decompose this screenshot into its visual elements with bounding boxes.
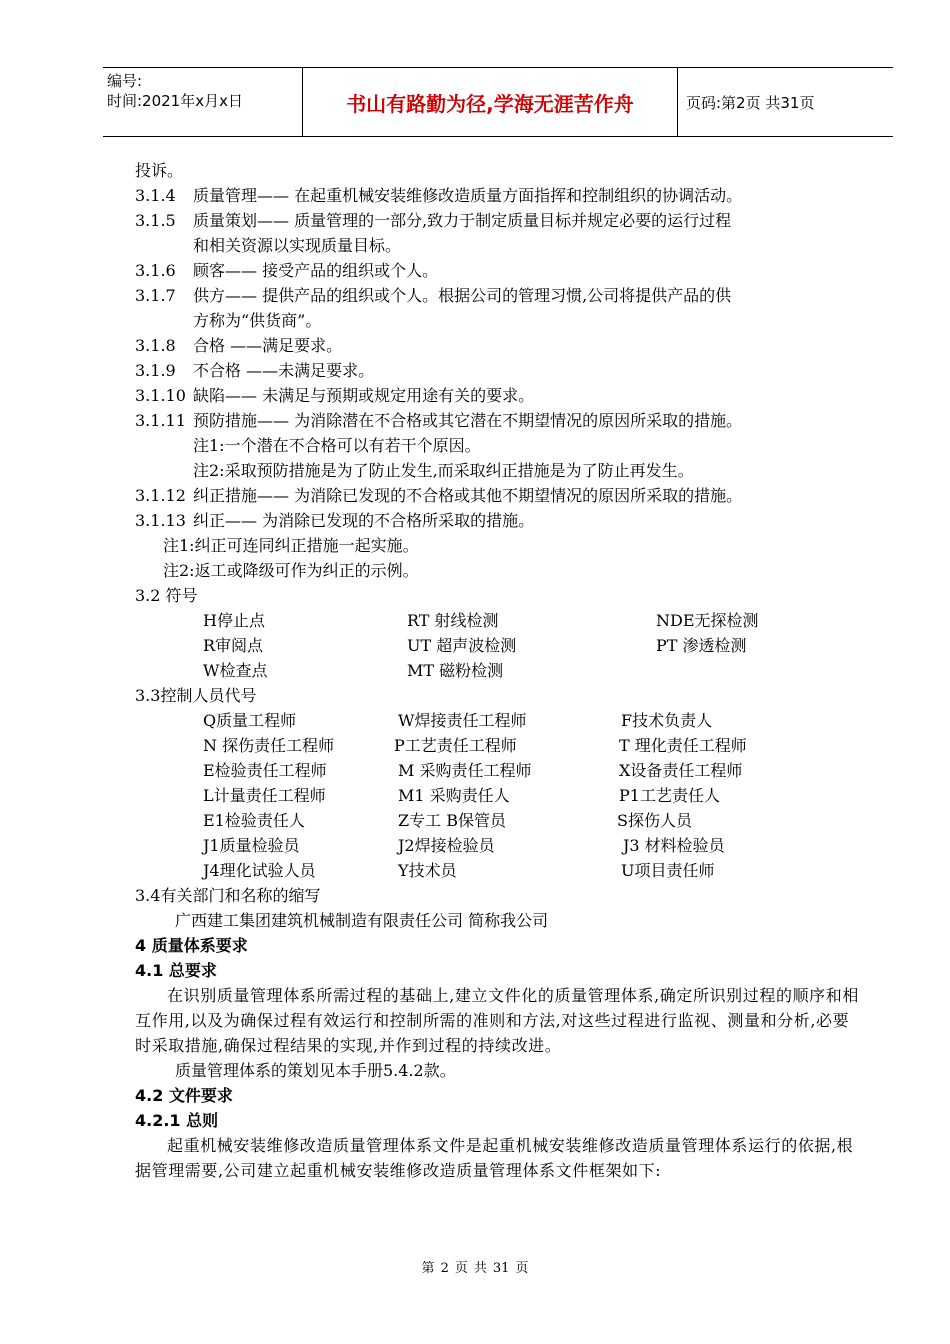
footer-total: 31 [492,1261,510,1276]
symbols-row [135,633,860,658]
clause-number: 3.1.10 [135,386,186,405]
note-line: 注2:采取预防措施是为了防止发生,而采取纠正措施是为了防止再发生。 [193,461,694,480]
section-4-2-1-heading: 4.2.1 总则 [135,1111,219,1130]
time-label: 时间:2021年x月x日 [107,92,243,110]
definition-3-1-9 [135,358,860,383]
symbol-item: PT 渗透检测 [656,636,747,655]
footer-text: 第 [421,1261,435,1276]
personnel-item: U项目责任师 [621,861,715,880]
header-page-info: 页码:第2页 共31页 [686,93,815,112]
note-line: 注1:纠正可连同纠正措施一起实施。 [163,536,419,555]
clause-text-cont: 和相关资源以实现质量目标。 [193,236,402,255]
clause-number: 3.1.7 [135,286,176,305]
personnel-item: Q质量工程师 [203,711,297,730]
personnel-row [135,733,860,758]
clause-number: 3.1.4 [135,186,176,205]
personnel-item: P工艺责任工程师 [394,736,517,755]
clause-number: 3.1.11 [135,411,186,430]
clause-number: 3.1.13 [135,511,186,530]
personnel-item: W焊接责任工程师 [398,711,527,730]
symbol-item: W检查点 [203,661,268,680]
definition-3-1-13 [135,508,860,533]
personnel-item: M1 采购责任人 [398,786,510,805]
section-4-1-heading: 4.1 总要求 [135,961,217,980]
personnel-item: L计量责任工程师 [203,786,326,805]
personnel-row [135,858,860,883]
clause-text: 缺陷—— 未满足与预期或规定用途有关的要求。 [193,386,535,405]
clause-number: 3.1.9 [135,361,176,380]
clause-text: 质量策划—— 质量管理的一部分,致力于制定质量目标并规定必要的运行过程 [193,211,732,230]
clause-text: 顾客—— 接受产品的组织或个人。 [193,261,439,280]
section-4-1-paragraph: 在识别质量管理体系所需过程的基础上,建立文件化的质量管理体系,确定所识别过程的顺序和相互作用,以及为确保过程有效运行和控制所需的准则和方法,对这些过程进行监视、测量和分析,必要时采取措施,确保过程结果的实现,并作到过程的持续改进。 [135,986,859,1055]
clause-text: 供方—— 提供产品的组织或个人。根据公司的管理习惯,公司将提供产品的供 [193,286,732,305]
clause-number: 3.1.5 [135,211,176,230]
clause-number: 3.1.8 [135,336,176,355]
section-4-2-heading: 4.2 文件要求 [135,1086,233,1105]
clause-text: 预防措施—— 为消除潜在不合格或其它潜在不期望情况的原因所采取的措施。 [193,411,743,430]
clause-text: 合格 ——满足要求。 [193,336,343,355]
personnel-row [135,783,860,808]
symbol-item: UT 超声波检测 [407,636,517,655]
symbol-item: RT 射线检测 [407,611,499,630]
page-header [103,67,893,137]
code-label: 编号: [107,72,143,90]
symbol-item: NDE无探检测 [656,611,759,630]
note-line: 注1:一个潜在不合格可以有若干个原因。 [193,436,481,455]
personnel-heading: 3.3控制人员代号 [135,686,257,705]
personnel-item: J1质量检验员 [203,836,300,855]
clause-text: 质量管理—— 在起重机械安装维修改造质量方面指挥和控制组织的协调活动。 [193,186,743,205]
definition-3-1-7 [135,283,860,308]
personnel-item: E1检验责任人 [203,811,305,830]
symbols-row [135,608,860,633]
definition-3-1-12 [135,483,860,508]
footer-page: 2 [440,1261,449,1276]
clause-text-cont: 方称为“供货商”。 [193,311,322,330]
personnel-row [135,833,860,858]
definition-3-1-10 [135,383,860,408]
symbol-item: MT 磁粉检测 [407,661,504,680]
section-4-2-1-paragraph: 起重机械安装维修改造质量管理体系文件是起重机械安装维修改造质量管理体系运行的依据,根据管理需要,公司建立起重机械安装维修改造质量管理体系文件框架如下: [135,1136,854,1180]
personnel-item: M 采购责任工程师 [398,761,532,780]
document-body [135,158,860,1183]
personnel-item: X设备责任工程师 [619,761,743,780]
personnel-item: T 理化责任工程师 [619,736,747,755]
header-meta [103,68,303,136]
abbr-heading: 3.4有关部门和名称的缩写 [135,886,321,905]
text-line: 投诉。 [135,161,184,180]
definition-3-1-4 [135,183,860,208]
clause-text: 不合格 ——未满足要求。 [193,361,375,380]
clause-text: 纠正—— 为消除已发现的不合格所采取的措施。 [193,511,535,530]
personnel-item: F技术负责人 [621,711,713,730]
clause-text: 纠正措施—— 为消除已发现的不合格或其他不期望情况的原因所采取的措施。 [193,486,743,505]
personnel-row [135,758,860,783]
definition-3-1-11 [135,408,860,433]
footer-text: 页 [515,1261,529,1276]
header-motto: 书山有路勤为径,学海无涯苦作舟 [303,68,678,136]
symbol-item: R审阅点 [203,636,264,655]
section-4-heading: 4 质量体系要求 [135,936,248,955]
symbol-item: H停止点 [203,611,265,630]
personnel-item: J3 材料检验员 [623,836,725,855]
section-4-1-note: 质量管理体系的策划见本手册5.4.2款。 [175,1061,456,1080]
clause-number: 3.1.12 [135,486,186,505]
page-footer [0,1257,950,1276]
definition-3-1-8 [135,333,860,358]
personnel-item: Y技术员 [398,861,457,880]
note-line: 注2:返工或降级可作为纠正的示例。 [163,561,419,580]
personnel-item: N 探伤责任工程师 [203,736,335,755]
personnel-item: Z专工 B保管员 [398,811,506,830]
symbols-heading: 3.2 符号 [135,586,198,605]
personnel-item: P1工艺责任人 [619,786,720,805]
definition-3-1-6 [135,258,860,283]
personnel-item: E检验责任工程师 [203,761,327,780]
abbr-text: 广西建工集团建筑机械制造有限责任公司 简称我公司 [175,911,549,930]
clause-number: 3.1.6 [135,261,176,280]
definition-3-1-5 [135,208,860,233]
footer-text: 页 [454,1261,468,1276]
personnel-item: S探伤人员 [617,811,692,830]
footer-text: 共 [473,1261,487,1276]
personnel-item: J4理化试验人员 [203,861,316,880]
symbols-row [135,658,860,683]
personnel-row [135,708,860,733]
personnel-row [135,808,860,833]
personnel-item: J2焊接检验员 [398,836,495,855]
